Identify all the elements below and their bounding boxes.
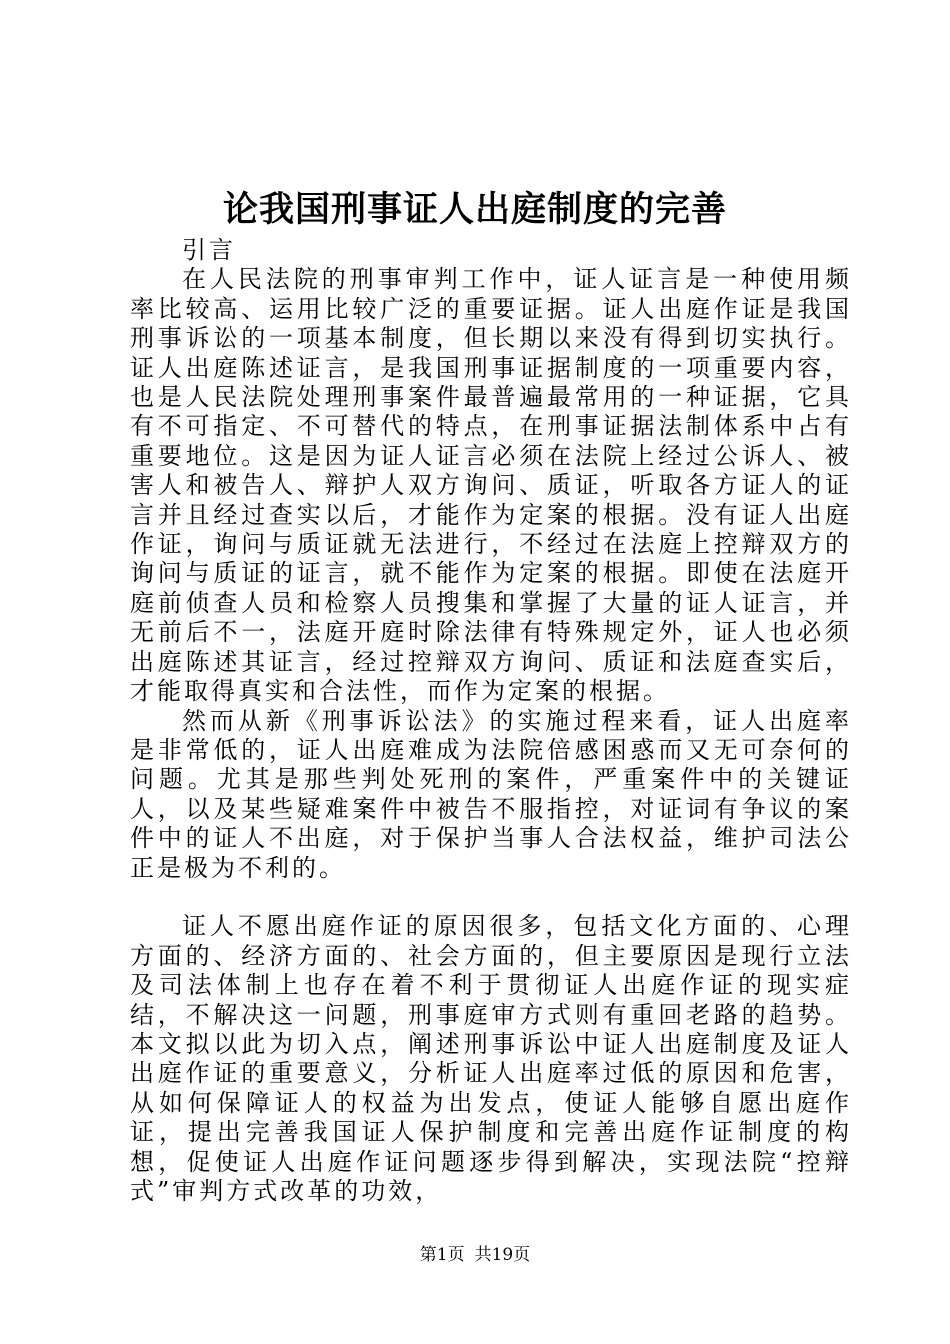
document-title: 论我国刑事证人出庭制度的完善 [222, 189, 727, 230]
paragraph-heading-intro: 引言 [182, 236, 236, 264]
paragraph-3: 证人不愿出庭作证的原因很多，包括文化方面的、心理方面的、经济方面的、社会方面的，但主要原因是现行立法及司法体制上也存在着不利于贯彻证人出庭作证的现实症结，不解决这一问题，刑事庭审方式则有重回老路的趋势。本文拟以此为切入点，阐述刑事诉讼中证人出庭制度及证人出庭作证的重要意义，分析证人出庭率过低的原因和危害，从如何保障证人的权益为出发点，使证人能够自愿出庭作证，提出完善我国证人保护制度和完善出庭作证制度的构想，促使证人出庭作证问题逐步得到解决，实现法院“控辩式”审判方式改革的功效， [130, 912, 852, 1205]
page-number: 第1页 [419, 1245, 465, 1265]
paragraph-2: 然而从新《刑事诉讼法》的实施过程来看，证人出庭率是非常低的，证人出庭难成为法院倍感困惑而又无可奈何的问题。尤其是那些判处死刑的案件，严重案件中的关键证人，以及某些疑难案件中被告不服指控，对证词有争议的案件中的证人不出庭，对于保护当事人合法权益，维护司法公正是极为不利的。 [130, 706, 852, 882]
page-footer [0, 1243, 950, 1267]
document-body [130, 236, 852, 1206]
page-total: 共19页 [474, 1245, 531, 1265]
paragraph-1: 在人民法院的刑事审判工作中，证人证言是一种使用频率比较高、运用比较广泛的重要证据。证人出庭作证是我国刑事诉讼的一项基本制度，但长期以来没有得到切实执行。证人出庭陈述证言，是我国刑事证据制度的一项重要内容，也是人民法院处理刑事案件最普遍最常用的一种证据，它具有不可指定、不可替代的特点，在刑事证据法制体系中占有重要地位。这是因为证人证言必须在法院上经过公诉人、被害人和被告人、辩护人双方询问、质证，听取各方证人的证言并且经过查实以后，才能作为定案的根据。没有证人出庭作证，询问与质证就无法进行，不经过在法庭上控辩双方的询问与质证的证言，就不能作为定案的根据。即使在法庭开庭前侦查人员和检察人员搜集和掌握了大量的证人证言，并无前后不一，法庭开庭时除法律有特殊规定外，证人也必须出庭陈述其证言，经过控辩双方询问、质证和法庭查实后，才能取得真实和合法性，而作为定案的根据。 [130, 265, 852, 706]
